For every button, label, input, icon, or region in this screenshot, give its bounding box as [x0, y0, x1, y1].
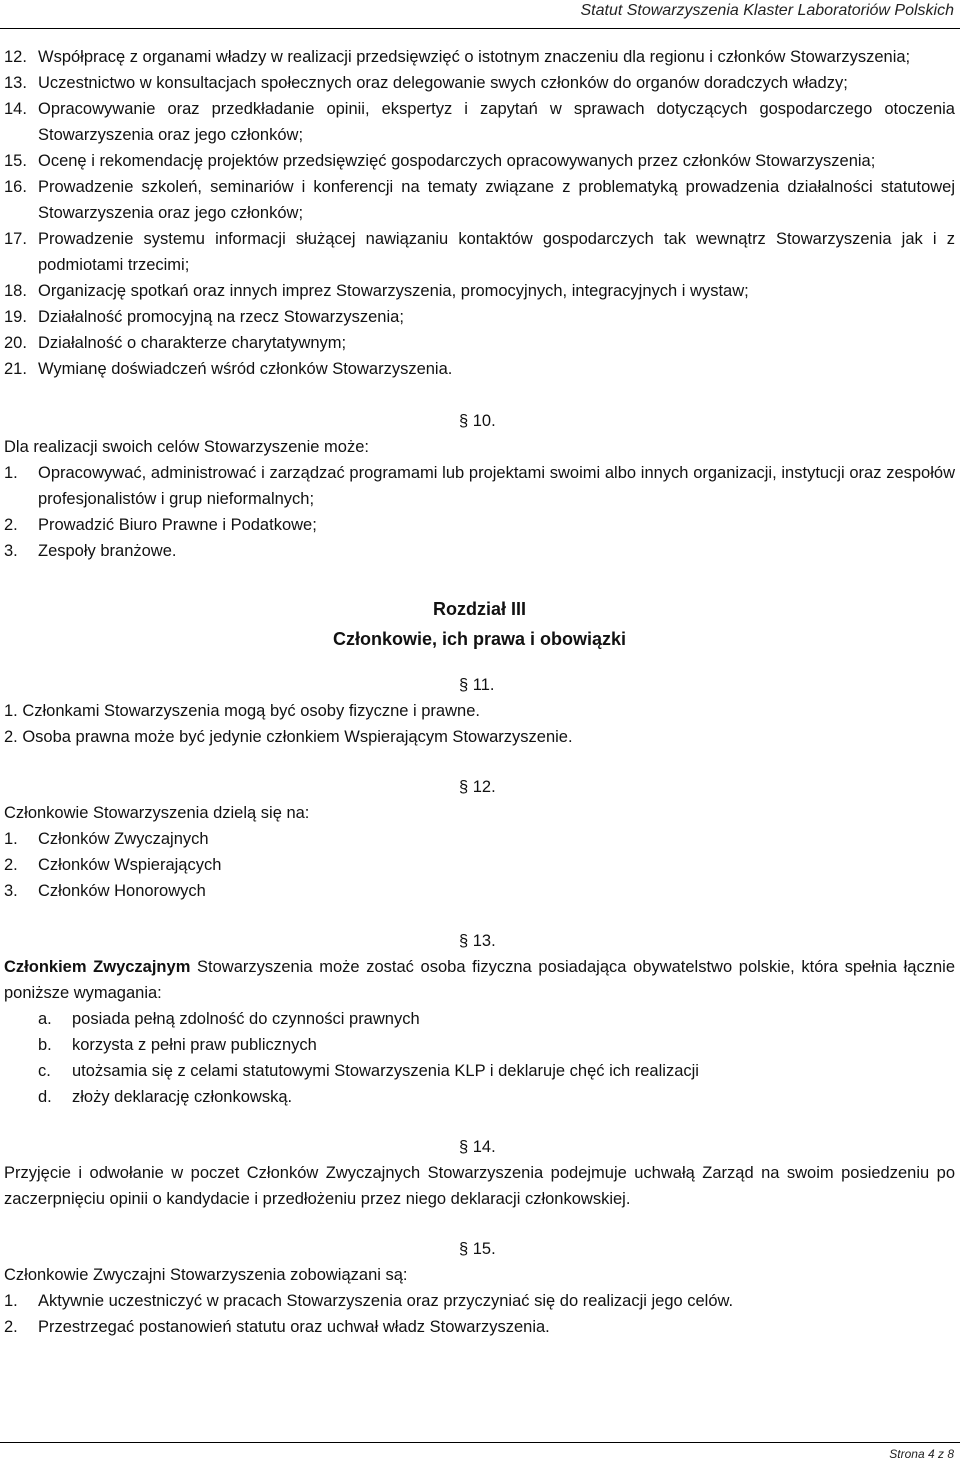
item-text: Ocenę i rekomendację projektów przedsięwzięć gospodarczych opracowywanych przez członków Stowarzyszenia;: [38, 152, 876, 170]
section-intro: Członkowie Zwyczajni Stowarzyszenia zobowiązani są:: [4, 1266, 408, 1284]
item-number: 2.: [4, 856, 18, 874]
list-item: [4, 44, 955, 70]
item-number: 1.: [4, 464, 18, 482]
list-item: [4, 538, 955, 564]
list-item: [4, 852, 955, 878]
list-item: [4, 1084, 955, 1110]
item-number: 1.: [4, 1292, 18, 1310]
item-letter: c.: [38, 1062, 51, 1080]
section-intro: [4, 954, 955, 1006]
list-item: [4, 1058, 955, 1084]
means-list: [4, 460, 955, 564]
chapter-number: Rozdział III: [432, 599, 526, 619]
list-item: [4, 174, 955, 226]
item-text: Prowadzenie systemu informacji służącej nawiązaniu kontaktów gospodarczych tak wewnątrz Stowarzyszenia jak i z podmiotami trzecimi;: [38, 230, 955, 274]
item-number: 2.: [4, 1318, 18, 1336]
list-item: [4, 278, 955, 304]
list-item: [4, 304, 955, 330]
list-item: [4, 356, 955, 382]
list-item: [4, 878, 955, 904]
section-sign-13: § 13.: [459, 932, 496, 950]
item-text: utożsamia się z celami statutowymi Stowarzyszenia KLP i deklaruje chęć ich realizacji: [72, 1062, 699, 1080]
item-text: Uczestnictwo w konsultacjach społecznych oraz delegowanie swych członków do organów doradczych władzy;: [38, 74, 848, 92]
page-header: [0, 0, 960, 29]
item-number: 1.: [4, 830, 18, 848]
list-item: [4, 460, 955, 512]
paragraph-line: 1. Członkami Stowarzyszenia mogą być osoby fizyczne i prawne.: [4, 702, 480, 720]
item-number: 12.: [4, 48, 27, 66]
item-text: korzysta z pełni praw publicznych: [72, 1036, 317, 1054]
list-item: [4, 330, 955, 356]
intro-text: Stowarzyszenia może zostać osoba fizyczna posiadająca obywatelstwo polskie, która spełnia łącznie poniższe wymagania:: [4, 958, 955, 1002]
list-item: [4, 226, 955, 278]
section-sign-11: § 11.: [459, 676, 495, 694]
list-item: [4, 1314, 955, 1340]
item-text: Aktywnie uczestniczyć w pracach Stowarzyszenia oraz przyczyniać się do realizacji jego celów.: [38, 1292, 734, 1310]
item-text: posiada pełną zdolność do czynności prawnych: [72, 1010, 420, 1028]
item-text: Członków Wspierających: [38, 856, 222, 874]
item-letter: d.: [38, 1088, 52, 1106]
list-item: [4, 1288, 955, 1314]
section-paragraph: Przyjęcie i odwołanie w poczet Członków Zwyczajnych Stowarzyszenia podejmuje uchwałą Zarząd na swoim posiedzeniu po zaczerpnięciu opinii o kandydacie i przedłożeniu przez niego deklaracji członkowskiej.: [4, 1164, 955, 1208]
item-text: Działalność promocyjną na rzecz Stowarzyszenia;: [38, 308, 404, 326]
list-item: [4, 96, 955, 148]
list-item: [4, 148, 955, 174]
paragraph-line: 2. Osoba prawna może być jedynie członkiem Wspierającym Stowarzyszenie.: [4, 728, 573, 746]
requirements-list: [4, 1006, 955, 1110]
item-text: Opracowywanie oraz przedkładanie opinii, ekspertyz i zapytań w sprawach dotyczących gospodarczego otoczenia Stowarzyszenia oraz jego członków;: [38, 100, 955, 144]
obligations-list: [4, 1288, 955, 1340]
chapter-title: Członkowie, ich prawa i obowiązki: [332, 629, 627, 649]
item-text: Członków Honorowych: [38, 882, 206, 900]
item-text: Przestrzegać postanowień statutu oraz uchwał władz Stowarzyszenia.: [38, 1318, 550, 1336]
item-number: 2.: [4, 516, 18, 534]
section-sign-14: § 14.: [459, 1138, 496, 1156]
item-number: 16.: [4, 178, 27, 196]
member-types-list: [4, 826, 955, 904]
page-content: [4, 44, 955, 1340]
page-footer: [0, 1442, 960, 1461]
item-number: 20.: [4, 334, 27, 352]
item-text: Działalność o charakterze charytatywnym;: [38, 334, 347, 352]
section-intro: Dla realizacji swoich celów Stowarzyszenie może:: [4, 438, 369, 456]
item-text: Członków Zwyczajnych: [38, 830, 209, 848]
item-letter: b.: [38, 1036, 52, 1054]
item-number: 3.: [4, 882, 18, 900]
list-item: [4, 1032, 955, 1058]
item-number: 15.: [4, 152, 27, 170]
item-number: 19.: [4, 308, 27, 326]
item-text: Opracowywać, administrować i zarządzać programami lub projektami swoimi albo innych organizacji, instytucji oraz zespołów profesjonalistów i grup nieformalnych;: [38, 464, 955, 508]
header-title: Statut Stowarzyszenia Klaster Laboratoriów Polskich: [580, 2, 954, 19]
list-item: [4, 512, 955, 538]
bold-term: Członkiem Zwyczajnym: [4, 958, 191, 976]
section-sign-12: § 12.: [459, 778, 496, 796]
list-item: [4, 70, 955, 96]
item-number: 21.: [4, 360, 27, 378]
item-text: Prowadzenie szkoleń, seminariów i konferencji na tematy związane z problematyką prowadzenia działalności statutowej Stowarzyszenia oraz jego członków;: [38, 178, 955, 222]
item-number: 17.: [4, 230, 27, 248]
goals-list: [4, 44, 955, 382]
section-sign-15: § 15.: [459, 1240, 496, 1258]
section-sign-10: § 10.: [459, 412, 496, 430]
item-number: 13.: [4, 74, 27, 92]
section-intro: Członkowie Stowarzyszenia dzielą się na:: [4, 804, 310, 822]
item-text: Organizację spotkań oraz innych imprez Stowarzyszenia, promocyjnych, integracyjnych i wystaw;: [38, 282, 749, 300]
item-number: 18.: [4, 282, 27, 300]
item-text: Współpracę z organami władzy w realizacji przedsięwzięć o istotnym znaczeniu dla regionu i członków Stowarzyszenia;: [38, 48, 911, 66]
item-number: 14.: [4, 100, 27, 118]
item-letter: a.: [38, 1010, 52, 1028]
item-text: Prowadzić Biuro Prawne i Podatkowe;: [38, 516, 317, 534]
item-number: 3.: [4, 542, 18, 560]
item-text: Wymianę doświadczeń wśród członków Stowarzyszenia.: [38, 360, 453, 378]
list-item: [4, 1006, 955, 1032]
list-item: [4, 826, 955, 852]
item-text: Zespoły branżowe.: [38, 542, 177, 560]
page-number: Strona 4 z 8: [889, 1447, 954, 1461]
item-text: złoży deklarację członkowską.: [72, 1088, 293, 1106]
